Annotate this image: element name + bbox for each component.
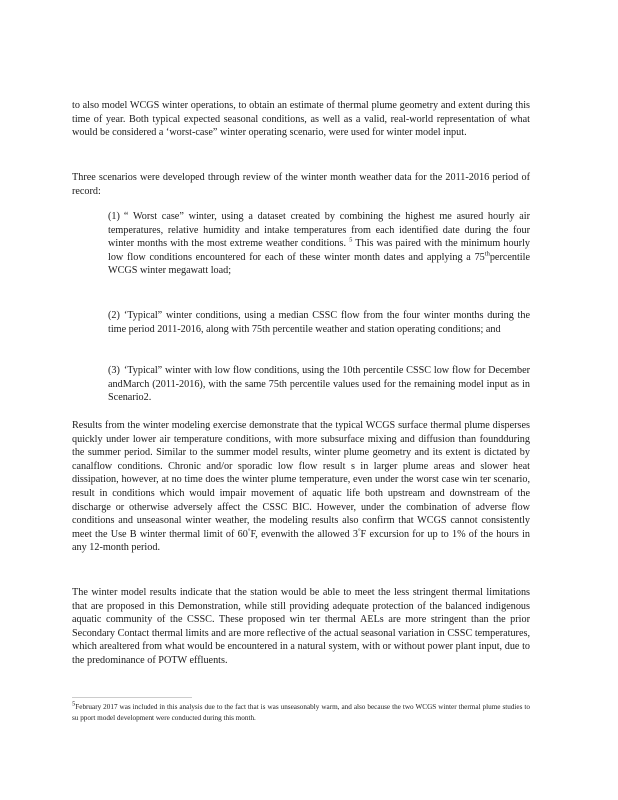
footnote-marker: 5 <box>72 700 76 708</box>
paragraph-results <box>72 419 530 555</box>
list-item-text: percentile WCGS winter megawatt load; <box>108 251 530 277</box>
paragraph-scenarios-intro: Three scenarios were developed through review of the winter month weather data for the 2011-2016 period of record: <box>72 172 530 197</box>
results-text: F excursion for up to 1% of the hours in any 12-month period. <box>72 528 531 554</box>
footnote <box>72 702 530 724</box>
list-number: (2) <box>108 310 120 321</box>
superscript: th <box>484 250 490 258</box>
list-number: (1) <box>108 211 120 222</box>
list-item-typical <box>108 309 530 336</box>
footnote-divider <box>72 697 192 698</box>
list-number: (3) <box>108 365 120 376</box>
list-item-text: ‘Typical” winter with low flow conditions, using the 10th percentile CSSC low flow for December andMarch (2011-2016), with the same 75th percentile values used for the remaining model input as in Scenario2. <box>108 365 530 404</box>
superscript: ° <box>357 527 361 535</box>
list-item-worst-case <box>108 210 530 278</box>
footnote-ref: 5 <box>349 236 353 244</box>
list-item-text: ‘Typical” winter conditions, using a median CSSC flow from the four winter months during the time period 2011-2016, along with 75th percentile weather and station operating conditions; and <box>108 310 530 335</box>
list-item-text: “ Worst case” winter, using a dataset created by combining the highest me asured hourly air temperatures, relative humidity and intake temperatures from each identified date during the four winter months with the most extreme weather conditions. <box>108 211 530 250</box>
results-text: F, evenwith the allowed 3 <box>250 528 358 540</box>
superscript: ° <box>247 527 251 535</box>
paragraph-conclusion: The winter model results indicate that the station would be able to meet the less stringent thermal limitations that are proposed in this Demonstration, while still providing adequate protection of the balanced indigenous aquatic community of the CSSC. These proposed win ter thermal AELs are more stringent than the prior Secondary Contact thermal limits and are more reflective of the actual seasonal variation in CSSC temperatures, which arealtered from what would be encountered in a natural system, with or without power plant input, due to the predominance of POTW effluents. <box>72 587 530 666</box>
list-item-text: This was paired with the minimum hourly low flow conditions encountered for each of these winter month dates and applying a 75 <box>108 238 531 263</box>
list-item-typical-low-flow <box>108 364 530 405</box>
paragraph-winter-operations: to also model WCGS winter operations, to obtain an estimate of thermal plume geometry and extent during this time of year. Both typical expected seasonal conditions, as well as a valid, real-world representation of what would be considered a ‘worst-case” winter operating scenario, were used for winter model input. <box>72 100 530 139</box>
footnote-text: February 2017 was included in this analysis due to the fact that is was unseasonably warm, and also because the two WCGS winter thermal plume studies to su pport model development were conducted during this month. <box>72 703 530 722</box>
results-text: Results from the winter modeling exercise demonstrate that the typical WCGS surface thermal plume disperses quickly under lower air temperature conditions, with more subsurface mixing and diffusion than foundduring the summer period. Similar to the summer model results, winter plume geometry and its extent is dictated by canalflow conditions. Chronic and/or sporadic low flow result s in larger plume areas and slower heat dissipation, however, at no time does the winter plume temperature, even under the worst case win ter scenario, result in conditions which would impair movement of aquatic life both upstream and downstream of the discharge or otherwise adversely affect the CSSC BIC. However, under the combination of adverse flow conditions and unseasonal winter weather, the modeling results also confirm that WCGS cannot consistently meet the Use B winter thermal limit of 60 <box>72 420 530 540</box>
